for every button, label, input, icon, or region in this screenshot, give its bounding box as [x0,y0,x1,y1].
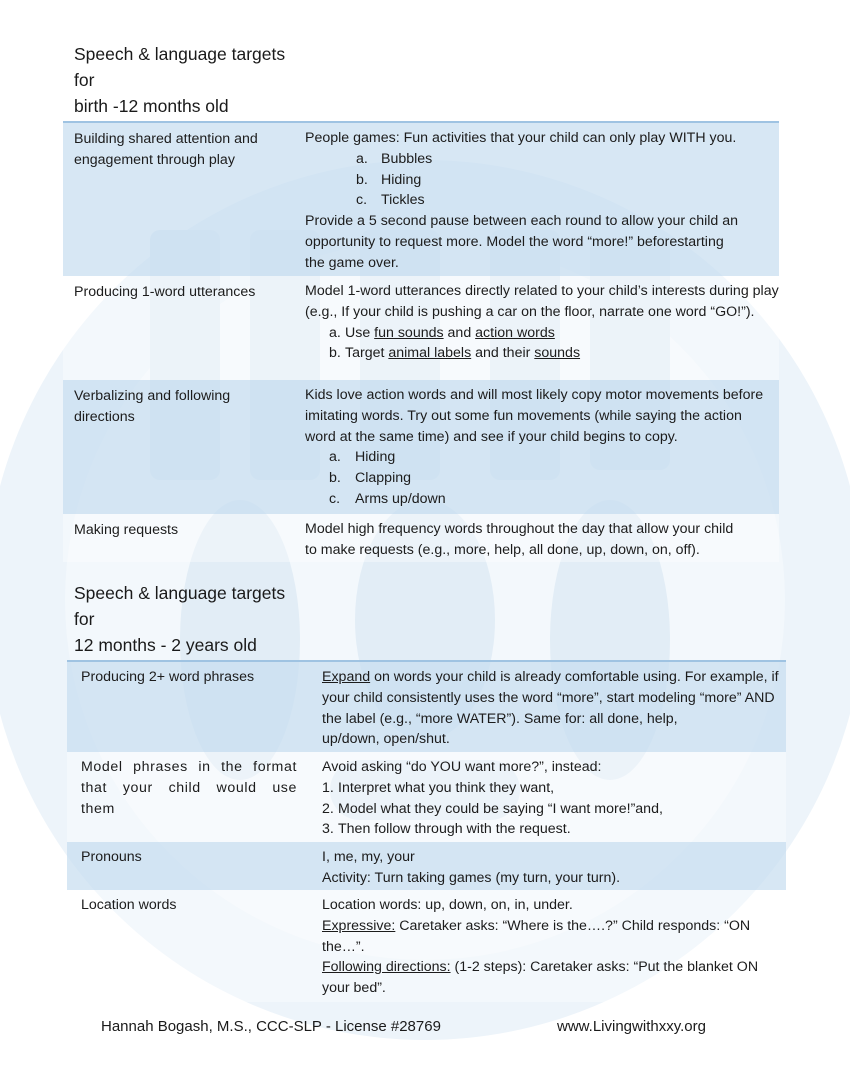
target-description: Expand on words your child is already comfortable using. For example, if your child consistently uses the word “more”, start modeling “more” AND the label (e.g., “more WATER”). Same for: all done, help, up/down, open/shut. [305,661,786,752]
target-description: Avoid asking “do YOU want more?”, instead: 1. Interpret what you think they want, 2. Model what they could be saying “I want more!”and, 3. Then follow through with the request. [305,752,786,842]
section-title-12-months-2-years [74,580,474,658]
list-item: b. Hiding [356,171,422,188]
title-line: 12 months - 2 years old [74,635,257,655]
table-row [63,122,779,276]
title-line: Speech & language targets [74,44,286,64]
list-item: b. Clapping [329,470,412,487]
table-row [67,752,786,842]
target-description: Model 1-word utterances directly related to your child’s interests during play (e.g., If your child is pushing a car on the floor, narrate one word “GO!”). a. Use fun sounds and action words b. Target animal labels and their sounds [293,276,779,380]
target-label: Location words [67,890,305,1002]
target-description: Location words: up, down, on, in, under. Expressive: Caretaker asks: “Where is the….?” Child responds: “ON the…”. Following directions: (1-2 steps): Caretaker asks: “Put the blanket ON your bed”. [305,890,786,1002]
list-item: c. Tickles [356,192,425,209]
table-row [63,276,779,380]
table-row [63,514,779,562]
target-description: Kids love action words and will most likely copy motor movements before imitating words. Try out some fun movements (while saying the action word at the same time) and see if your child begins to copy. a. Hiding b. Clapping c. Arms up/down [293,380,779,514]
table-row [67,890,786,1002]
title-line: for [74,70,95,90]
target-label: Producing 2+ word phrases [67,661,305,752]
target-label: Verbalizing and following directions [63,380,293,514]
footer-website: www.Livingwithxxy.org [557,1018,706,1035]
target-label: Making requests [63,514,293,562]
section-title-birth-12-months [74,41,474,119]
target-description: I, me, my, your Activity: Turn taking games (my turn, your turn). [305,842,786,890]
list-item: a. Bubbles [356,150,433,167]
table-row [67,661,786,752]
list-item: a. Use fun sounds and action words [329,324,555,341]
table-row [67,842,786,890]
targets-table-birth-12-months [63,121,779,562]
target-label: Pronouns [67,842,305,890]
title-line: birth -12 months old [74,96,229,116]
list-item: 3. Then follow through with the request. [322,821,571,838]
list-item: b. Target animal labels and their sounds [329,345,581,362]
target-label: Producing 1-word utterances [63,276,293,380]
list-item: 2. Model what they could be saying “I want more!”and, [322,800,663,817]
target-label: Model phrases in the format that your child would use them [67,752,305,842]
targets-table-12-months-2-years [67,660,786,1002]
target-description: Model high frequency words throughout the day that allow your child to make requests (e.g., more, help, all done, up, down, on, off). [293,514,779,562]
title-line: for [74,609,95,629]
footer-author: Hannah Bogash, M.S., CCC-SLP - License #28769 [101,1018,441,1035]
target-label: Building shared attention and engagement through play [63,122,293,276]
table-row [63,380,779,514]
target-description: People games: Fun activities that your child can only play WITH you. a. Bubbles b. Hiding c. Tickles Provide a 5 second pause between each round to allow your child an opportunity to request more. Model the word “more!” beforestarting the game over. [293,122,779,276]
list-item: a. Hiding [329,449,396,466]
list-item: 1. Interpret what you think they want, [322,779,555,796]
list-item: c. Arms up/down [329,490,446,507]
title-line: Speech & language targets [74,583,286,603]
